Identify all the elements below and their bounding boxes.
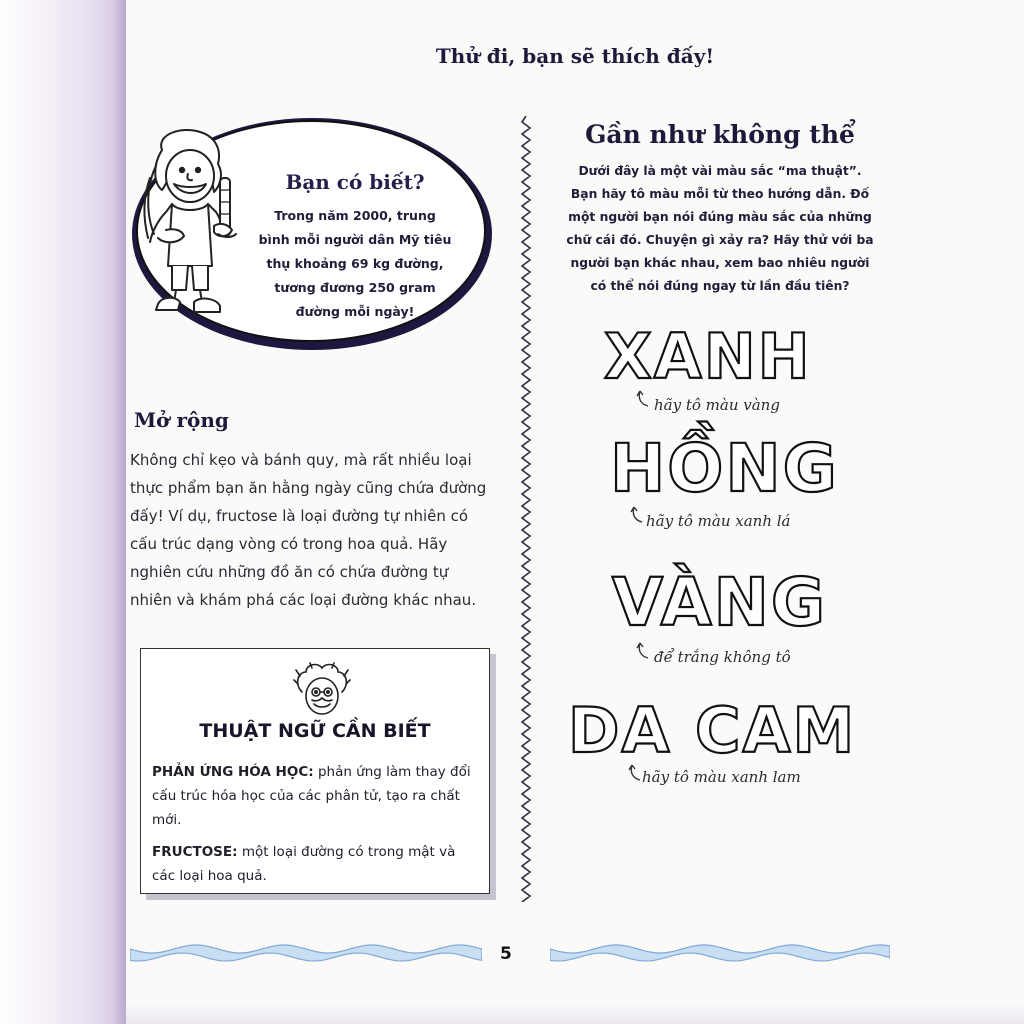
term-label: PHẢN ỨNG HÓA HỌC:	[152, 764, 314, 780]
page-bottom-edge	[126, 1002, 1024, 1024]
page-number: 5	[500, 944, 512, 964]
outline-word-da-cam: DA CAM	[568, 694, 857, 767]
did-you-know-line: bình mỗi người dân Mỹ tiêu	[258, 232, 452, 247]
extend-line: cấu trúc dạng vòng có trong hoa quả. Hãy	[130, 535, 448, 553]
page-title: Thử đi, bạn sẽ thích đấy!	[435, 44, 715, 68]
term-label: FRUCTOSE:	[152, 844, 238, 860]
intro-line: Bạn hãy tô màu mỗi từ theo hướng dẫn. Đố	[570, 187, 870, 201]
caption-da-cam: hãy tô màu xanh lam	[642, 768, 801, 786]
did-you-know-line: đường mỗi ngày!	[295, 304, 415, 319]
caption-vang: để trắng không tô	[654, 648, 791, 666]
term-definition: phản ứng làm thay đổi	[317, 764, 471, 780]
did-you-know-line: tương đương 250 gram	[274, 280, 436, 295]
did-you-know-title: Bạn có biết?	[285, 170, 425, 194]
did-you-know-body	[252, 204, 458, 324]
extend-line: Không chỉ kẹo và bánh quy, mà rất nhiều loại	[130, 451, 472, 469]
curved-arrow-icon	[634, 640, 652, 660]
extend-line: thực phẩm bạn ăn hằng ngày cũng chứa đường	[130, 479, 487, 497]
intro-line: một người bạn nói đúng màu sắc của những	[568, 210, 872, 224]
outline-word-xanh: XANH	[604, 320, 812, 393]
did-you-know-line: Trong năm 2000, trung	[274, 208, 436, 223]
intro-line: có thể nói đúng ngay từ lần đầu tiên?	[590, 279, 850, 293]
scientist-head-icon	[292, 662, 352, 720]
book-spine-gutter	[0, 0, 126, 1024]
glossary-term-fructose	[152, 840, 474, 888]
outline-word-hong: HỒNG	[610, 430, 839, 507]
spine-edge	[112, 0, 126, 1024]
curved-arrow-icon	[628, 504, 646, 524]
extend-line: nhiên và khám phá các loại đường khác nhau.	[130, 591, 477, 609]
almost-impossible-title: Gần như không thể	[585, 120, 855, 149]
outline-word-vang: VÀNG	[612, 564, 828, 641]
term-definition: một loại đường có trong mật và	[241, 844, 456, 860]
did-you-know-line: thụ khoảng 69 kg đường,	[266, 256, 444, 271]
intro-line: Dưới đây là một vài màu sắc “ma thuật”.	[578, 164, 862, 178]
caption-xanh: hãy tô màu vàng	[654, 396, 780, 414]
extend-line: đấy! Ví dụ, fructose là loại đường tự nhiên có	[130, 507, 469, 525]
column-divider	[519, 116, 533, 902]
caption-hong: hãy tô màu xanh lá	[646, 512, 791, 530]
extend-section-body	[130, 446, 525, 614]
term-definition-line: cấu trúc hóa học của các phân tử, tạo ra chất	[152, 788, 460, 804]
extend-line: nghiên cứu những đồ ăn có chứa đường tự	[130, 563, 449, 581]
girl-with-test-tube-illustration	[128, 126, 250, 322]
glossary-title: THUẬT NGỮ CẦN BIẾT	[199, 720, 431, 742]
curved-arrow-icon	[634, 388, 652, 408]
extend-section-title: Mở rộng	[134, 408, 229, 432]
footer-wave-left	[130, 936, 482, 970]
term-definition-line: các loại hoa quả.	[152, 868, 267, 884]
intro-line: chữ cái đó. Chuyện gì xảy ra? Hãy thử với ba	[566, 233, 874, 247]
almost-impossible-intro	[548, 160, 892, 298]
term-definition-line: mới.	[152, 812, 182, 828]
intro-line: người bạn khác nhau, xem bao nhiêu người	[570, 256, 870, 270]
footer-wave-right	[550, 936, 890, 970]
glossary-term-chemical-reaction	[152, 760, 474, 832]
